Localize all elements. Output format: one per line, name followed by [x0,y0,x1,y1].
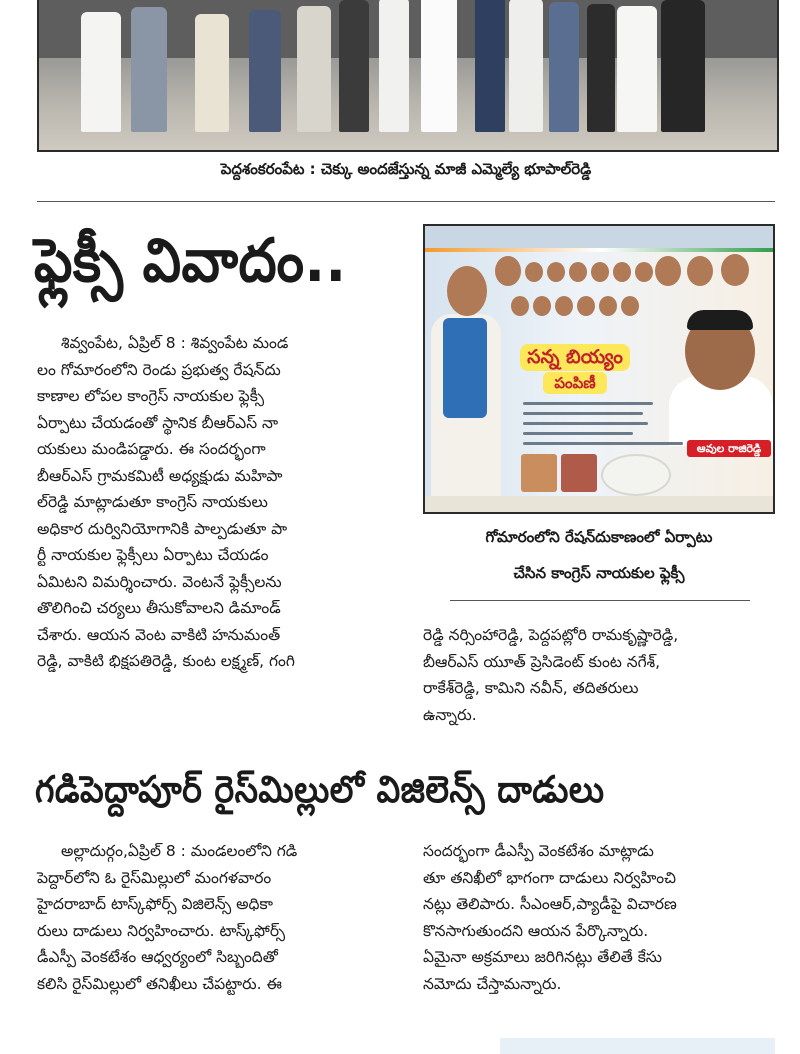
leader-face [533,296,551,316]
body-line: ర్టీ నాయకుల ఫ్లెక్సీలు ఏర్పాటు చేయడం [37,546,269,564]
body-line: హైదరాబాద్‌ టాస్క్‌ఫోర్స్‌ విజిలెన్స్‌ అధికా [37,895,273,913]
leader-face [591,262,609,282]
man-face-left [447,266,487,316]
body-line: ఉన్నారు. [423,705,477,724]
body-line: కొనసాగుతుందని ఆయన పేర్కొన్నారు. [423,921,649,940]
person [297,6,331,132]
body-line: చేశారు. ఆయన వెంట వాకిటి హనుమంత్‌ [37,625,281,644]
body-line: రెడ్డి నర్సింహారెడ్డి, పెద్దపట్లోరి రామకృష్ణారెడ్డి, [423,626,679,644]
small-photo [561,454,597,492]
body-line: అల్లాదుర్గం,ఏప్రిల్‌ 8 : మండలంలోని గడి [61,842,298,860]
article2-body-right [423,838,775,997]
man-hair-right [687,310,753,330]
banner-bottom-strip [425,496,775,512]
leader-face [621,296,639,316]
person [475,0,505,132]
leader-face [495,256,521,286]
person [195,14,229,132]
body-line: రాకేశ్‌రెడ్డి, కామిని నవీన్‌, తదితరులు [423,679,639,697]
flex-banner-photo [423,224,775,514]
banner-tricolor [425,248,775,252]
flex-photo-caption-line1: గోమారంలోని రేషన్‌దుకాణంలో ఏర్పాటు [485,528,713,546]
rice-bowl [601,454,671,496]
small-photo [521,454,557,492]
body-line: యకులు మండిపడ్డారు. ఈ సందర్భంగా [37,440,266,458]
body-line: రెడ్డి, వాకిటి భిక్షపతిరెడ్డి, కుంట లక్ష్మణ్‌, గంగి [37,652,295,670]
person [421,0,457,132]
body-line: పెద్దార్‌లోని ఓ రైస్‌మిల్లులో మంగళవారం [37,868,272,887]
body-line: సందర్భంగా డీఎస్పీ వెంకటేశం మాట్లాడు [423,842,654,860]
body-line: లం గోమారంలోని రెండు ప్రభుత్వ రేషన్‌దు [37,360,281,379]
body-line: బీఆర్‌ఎస్‌ గ్రామకమిటీ అధ్యక్షుడు మహిపా [37,466,283,485]
body-line: నట్లు తెలిపారు. సీఎంఆర్‌,ప్యాడీపై విచారణ [423,895,677,913]
banner-name-tag: ఆవుల రాజిరెడ్డి [687,440,771,457]
article2-body-left [37,838,407,997]
banner-top-strip [425,226,775,248]
banner-bullet-line [523,402,653,405]
body-line: రులు దాడులు నిర్వహించారు. టాస్క్‌ఫోర్స్‌ [37,921,285,940]
body-line: బీఆర్‌ఎస్‌ యూత్‌ ప్రెసిడెంట్‌ కుంట నగేశ్‌, [423,652,661,671]
leader-face [635,262,653,282]
leader-face [613,262,631,282]
banner-bullet-line [523,442,683,445]
article1-body-left [37,330,407,675]
divider [37,201,775,202]
top-photo-caption: పెద్దశంకరంపేట : చెక్కు అందజేస్తున్న మాజీ ఎమ్మెల్యే భూపాల్‌రెడ్డి [220,160,592,178]
article1-body-right [423,622,775,728]
body-line: నమోదు చేస్తామన్నారు. [423,974,562,993]
leader-face [687,256,713,286]
leader-face [655,256,681,286]
leader-face [577,296,595,316]
article2-headline: గడిపెద్దాపూర్‌ రైస్‌మిల్లులో విజిలెన్స్‌ దాడులు [35,768,605,811]
banner-subtitle: పంపిణీ [543,372,607,394]
flex-photo-caption-line2: చేసిన కాంగ్రెస్‌ నాయకుల ఫ్లెక్సీ [513,564,685,582]
body-line: తూ తనిఖీలో భాగంగా దాడులు నిర్వహించి [423,868,676,887]
banner-bullet-line [523,432,633,435]
leader-face [569,262,587,282]
leader-face [547,262,565,282]
top-photo [37,0,779,152]
man-scarf-left [443,318,487,418]
leader-face [555,296,573,316]
body-line: ల్‌రెడ్డి మాట్లాడుతూ కాంగ్రెస్‌ నాయకులు [37,493,268,511]
next-article-box [500,1038,775,1054]
divider [450,600,750,601]
leader-face [721,254,749,286]
body-line: అధికార దుర్వినియోగానికి పాల్పడుతూ పా [37,519,288,538]
person [509,0,543,132]
banner-bullet-line [523,422,648,425]
banner-bullet-line [523,412,643,415]
leader-face [525,262,543,282]
person [379,0,409,132]
leader-face [599,296,617,316]
body-line: శివ్వంపేట, ఏప్రిల్‌ 8 : శివ్వంపేట మండ [61,334,289,352]
body-line: కలిసి రైస్‌మిల్లులో తనిఖీలు చేపట్టారు. ఈ [37,974,282,993]
body-line: ఏమైనా అక్రమాలు జరిగినట్లు తేలితే కేసు [423,948,663,966]
person [131,7,167,132]
person [587,4,615,132]
person [617,6,657,132]
person [81,12,121,132]
leader-face [511,296,529,316]
person [249,10,281,132]
article1-headline: ఫ్లెక్సీ వివాదం.. [34,226,347,296]
person [339,0,369,132]
body-line: ఏర్పాటు చేయడంతో స్థానిక బీఆర్‌ఎస్‌ నా [37,413,279,432]
person [661,0,705,132]
banner-title: సన్న బియ్యం [520,344,630,371]
body-line: కాణాల లోపల కాంగ్రెస్‌ నాయకుల ఫ్లెక్సీ [37,387,265,405]
body-line: తొలిగించి చర్యలు తీసుకోవాలని డిమాండ్‌ [37,599,281,617]
body-line: డీఎస్పీ వెంకటేశం ఆధ్వర్యంలో సిబ్బందితో [37,948,278,966]
person [549,2,579,132]
body-line: ఏమిటని విమర్శించారు. వెంటనే ఫ్లెక్సీలను [37,572,282,591]
